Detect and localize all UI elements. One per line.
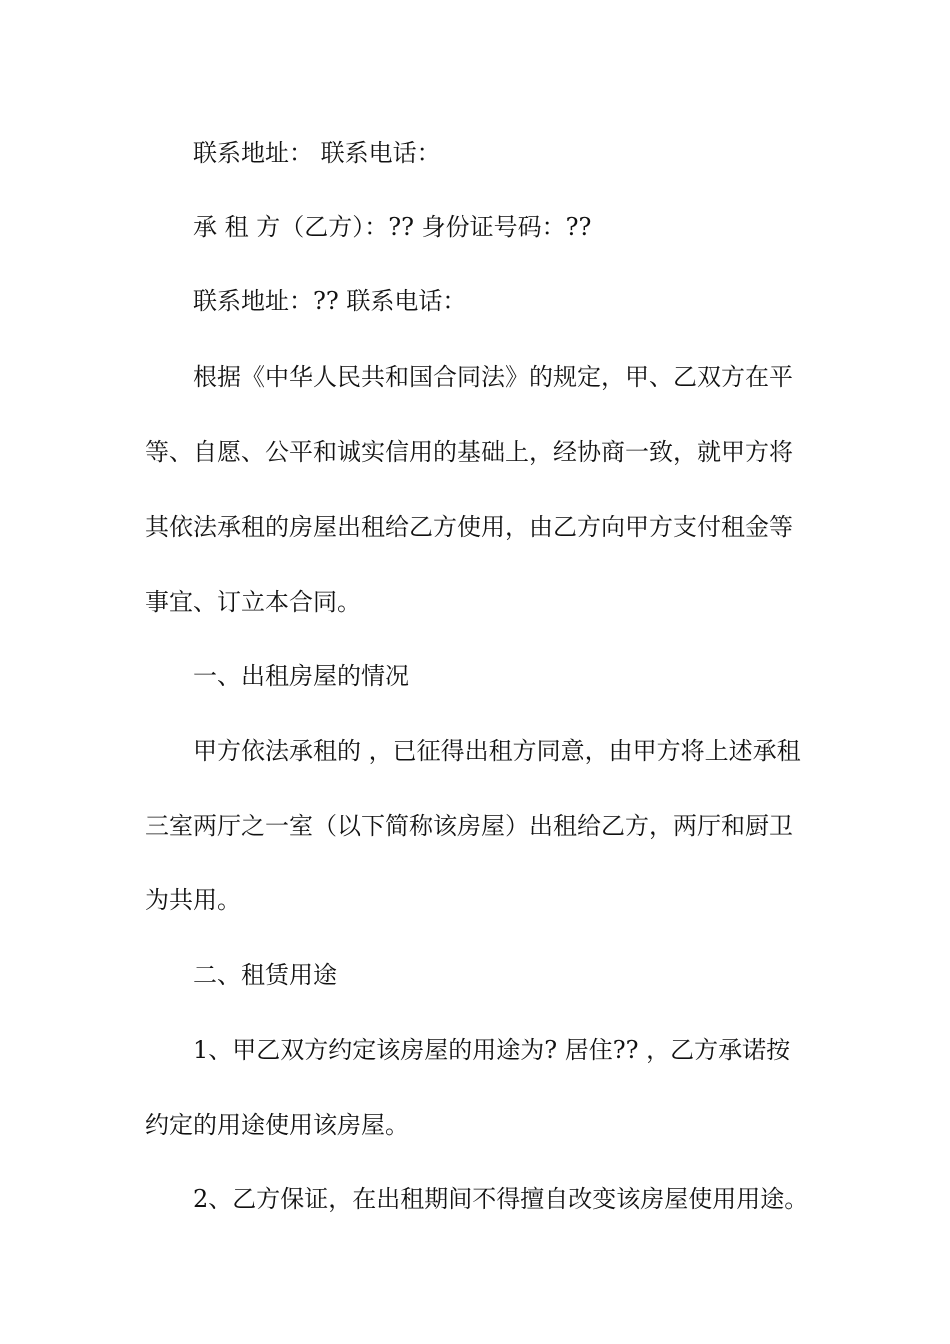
- party-a-contact-line: 联系地址： 联系电话：: [193, 139, 441, 167]
- preamble-line-2: 等、自愿、公平和诚实信用的基础上，经协商一致，就甲方将: [145, 438, 793, 466]
- section-1-line-1: 甲方依法承租的 ，已征得出租方同意，由甲方将上述承租: [193, 737, 801, 765]
- party-b-contact-line: 联系地址：?? 联系电话：: [193, 287, 467, 315]
- clause-2-1-line-2: 约定的用途使用该房屋。: [145, 1111, 409, 1139]
- section-1-line-3: 为共用。: [145, 886, 241, 914]
- section-1-heading: 一、出租房屋的情况: [193, 662, 409, 690]
- section-2-heading: 二、租赁用途: [193, 961, 337, 989]
- preamble-line-4: 事宜、订立本合同。: [145, 588, 361, 616]
- party-b-identity-line: 承 租 方（乙方）：?? 身份证号码：??: [193, 213, 592, 241]
- preamble-line-3: 其依法承租的房屋出租给乙方使用，由乙方向甲方支付租金等: [145, 513, 793, 541]
- clause-2-2-line: 2、乙方保证，在出租期间不得擅自改变该房屋使用用途。: [193, 1185, 809, 1213]
- clause-2-1-line-1: 1、甲乙双方约定该房屋的用途为? 居住?? ，乙方承诺按: [193, 1036, 791, 1064]
- section-1-line-2: 三室两厅之一室（以下简称该房屋）出租给乙方，两厅和厨卫: [145, 812, 793, 840]
- preamble-line-1: 根据《中华人民共和国合同法》的规定，甲、乙双方在平: [193, 363, 793, 391]
